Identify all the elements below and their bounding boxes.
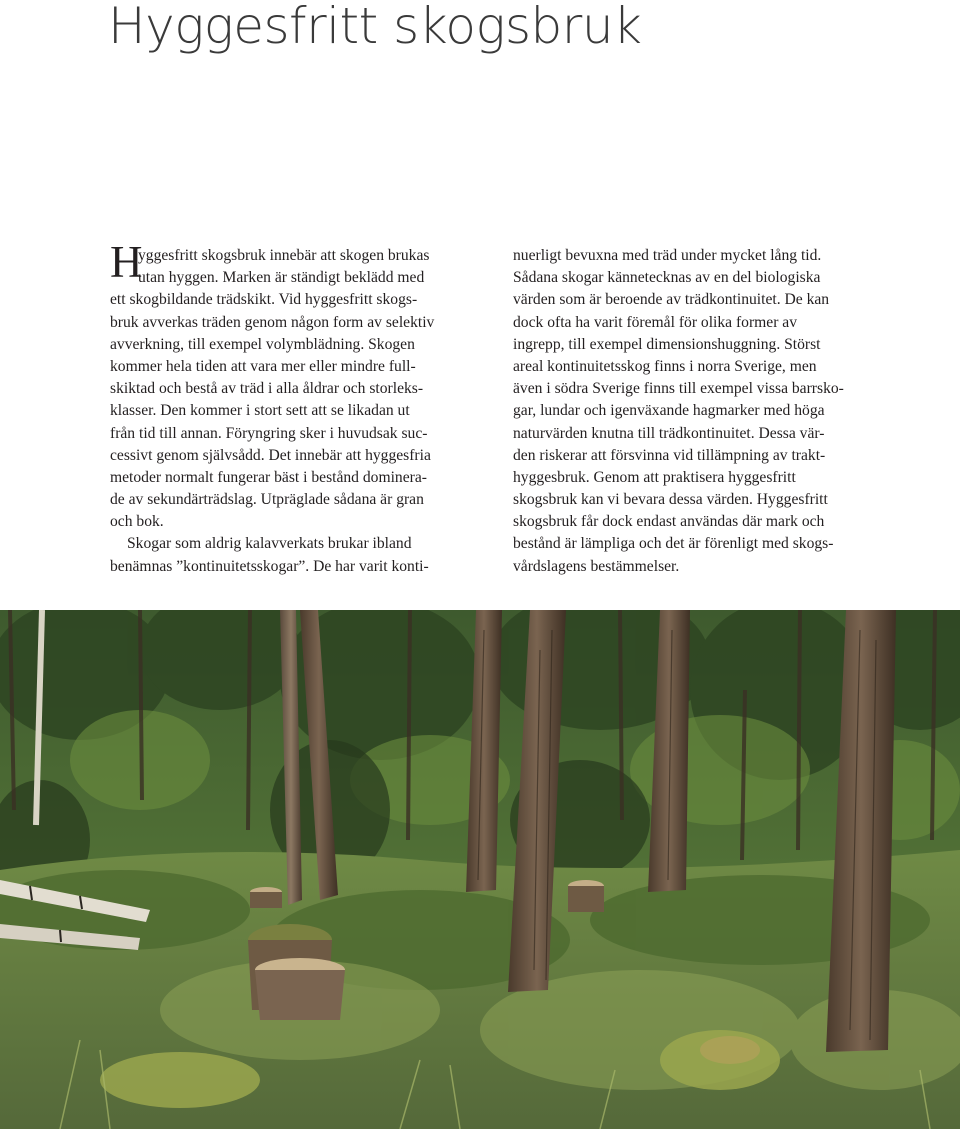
text-line: areal kontinuitetsskog finns i norra Sverige, men: [513, 357, 817, 375]
text-line: skogsbruk får dock endast användas där mark och: [513, 513, 825, 531]
text-line: bruk avverkas träden genom någon form av selektiv: [110, 313, 435, 331]
text-line: från tid till annan. Föryngring sker i huvudsak suc-: [110, 424, 428, 442]
text-line: yggesfritt skogsbruk innebär att skogen brukas: [138, 247, 430, 264]
text-line: naturvärden knutna till trädkontinuitet. Dessa vär-: [513, 424, 825, 442]
text-line: Sådana skogar kännetecknas av en del biologiska: [513, 269, 821, 287]
text-line: vårdslagens bestämmelser.: [513, 557, 680, 575]
text-line: dock ofta ha varit föremål för olika former av: [513, 313, 798, 331]
text-line: värden som är beroende av trädkontinuitet. De kan: [513, 291, 830, 309]
text-line: skiktad och bestå av träd i alla åldrar och storleks-: [110, 380, 424, 398]
text-line: avverkning, till exempel volymblädning. Skogen: [110, 335, 415, 353]
text-line: hyggesbruk. Genom att praktisera hyggesfritt: [513, 468, 796, 486]
text-line: de av sekundärträdslag. Utpräglade sådana är gran: [110, 491, 424, 509]
forest-illustration: [0, 610, 960, 1129]
text-line: den riskerar att försvinna vid tillämpning av trakt-: [513, 446, 826, 464]
text-line: metoder normalt fungerar bäst i bestånd dominera-: [110, 468, 427, 486]
text-line: Skogar som aldrig kalavverkats brukar ibland: [127, 535, 412, 553]
drop-cap: H: [110, 237, 143, 287]
text-line: ett skogbildande trädskikt. Vid hyggesfritt skogs-: [110, 291, 418, 309]
article-column-left: [110, 245, 490, 578]
text-line: även i södra Sverige finns till exempel vissa barrsko-: [513, 380, 844, 398]
text-line: benämnas ”kontinuitetsskogar”. De har varit konti-: [110, 557, 429, 575]
text-line: kommer hela tiden att vara mer eller mindre full-: [110, 357, 416, 375]
text-line: bestånd är lämpliga och det är förenligt med skogs-: [513, 535, 834, 553]
text-line: ingrepp, till exempel dimensionshuggning. Störst: [513, 335, 821, 353]
forest-photo: [0, 610, 960, 1129]
text-line: utan hyggen. Marken är ständigt beklädd med: [138, 269, 425, 287]
text-line: och bok.: [110, 513, 164, 531]
text-line: klasser. Den kommer i stort sett att se likadan ut: [110, 402, 410, 420]
article-column-right: [513, 245, 893, 578]
page-title: Hyggesfritt skogsbruk: [108, 0, 642, 55]
text-line: cessivt genom självsådd. Det innebär att hyggesfria: [110, 446, 431, 464]
text-line: nuerligt bevuxna med träd under mycket lång tid.: [513, 247, 822, 264]
text-line: gar, lundar och igenväxande hagmarker med höga: [513, 402, 825, 420]
text-line: skogsbruk kan vi bevara dessa värden. Hyggesfritt: [513, 491, 828, 509]
